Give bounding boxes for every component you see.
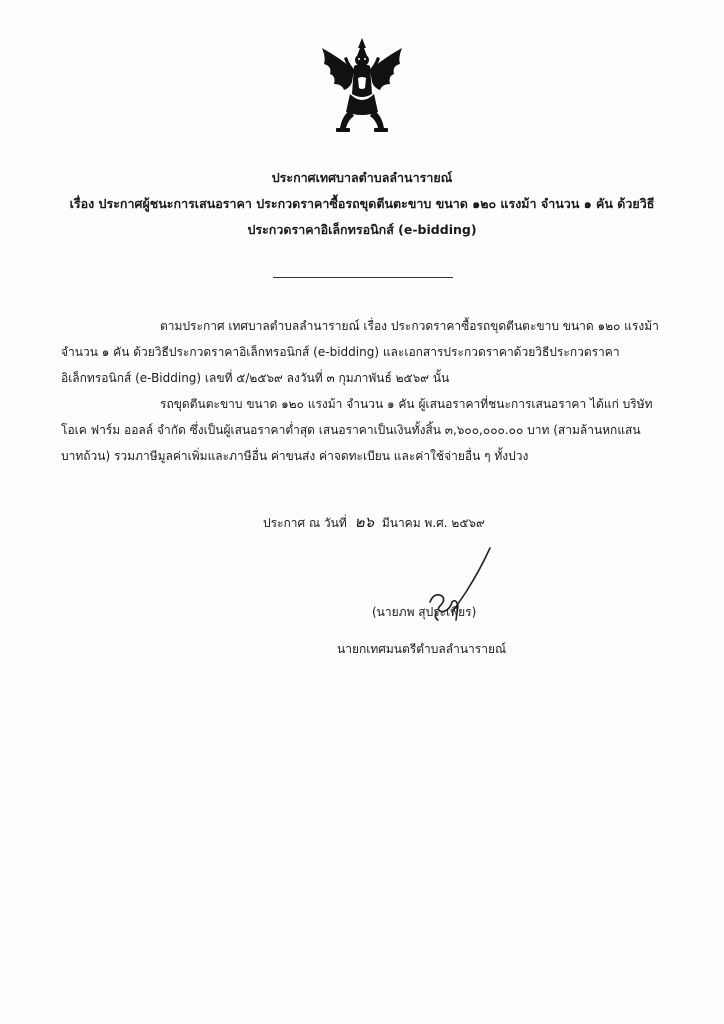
body-line-6: บาทถ้วน) รวมภาษีมูลค่าเพิ่มและภาษีอื่น ค่าขนส่ง ค่าจดทะเบียน และค่าใช้จ่ายอื่น ๆ ทั้งปวง: [61, 449, 529, 463]
announcement-prefix: ประกาศ ณ วันที่: [263, 516, 347, 530]
garuda-emblem-icon: [312, 36, 412, 136]
body-line-4: รถขุดตีนตะขาบ ขนาด ๑๒๐ แรงม้า จำนวน ๑ คัน ผู้เสนอราคาที่ชนะการเสนอราคา ได้แก่ บริษัท: [160, 397, 653, 411]
signer-position: นายกเทศมนตรีตำบลลำนารายณ์: [337, 642, 507, 656]
signer-name: (นายภพ สุประเพียร): [372, 605, 477, 619]
title-line-3: ประกวดราคาอิเล็กทรอนิกส์ (e-bidding): [247, 222, 477, 237]
body-line-3: อิเล็กทรอนิกส์ (e-Bidding) เลขที่ ๕/๒๕๖๙ ลงวันที่ ๓ กุมภาพันธ์ ๒๕๖๙ นั้น: [61, 371, 450, 385]
title-line-2: เรื่อง ประกาศผู้ชนะการเสนอราคา ประกวดราคาซื้อรถขุดตีนตะขาบ ขนาด ๑๒๐ แรงม้า จำนวน ๑ คัน ด้วยวิธี: [69, 196, 655, 211]
body-line-2: จำนวน ๑ คัน ด้วยวิธีประกวดราคาอิเล็กทรอนิกส์ (e-bidding) และเอกสารประกวดราคาด้วยวิธีประกวดราคา: [61, 345, 620, 359]
announcement-date: [263, 510, 485, 534]
body-line-5: โอเค ฟาร์ม ออลล์ จำกัด ซึ่งเป็นผู้เสนอราคาต่ำสุด เสนอราคาเป็นเงินทั้งสิ้น ๓,๖๐๐,๐๐๐.๐๐ บาท (สามล้านหกแสน: [61, 423, 641, 437]
body-line-1: ตามประกาศ เทศบาลตำบลลำนารายณ์ เรื่อง ประกวดราคาซื้อรถขุดตีนตะขาบ ขนาด ๑๒๐ แรงม้า: [160, 319, 659, 333]
announcement-suffix: มีนาคม พ.ศ. ๒๕๖๙: [381, 516, 485, 530]
document-title: [40, 165, 684, 243]
title-line-1: ประกาศเทศบาลตำบลลำนารายณ์: [271, 170, 453, 185]
announcement-day: ๒๖: [354, 513, 374, 531]
title-divider: [273, 277, 453, 278]
